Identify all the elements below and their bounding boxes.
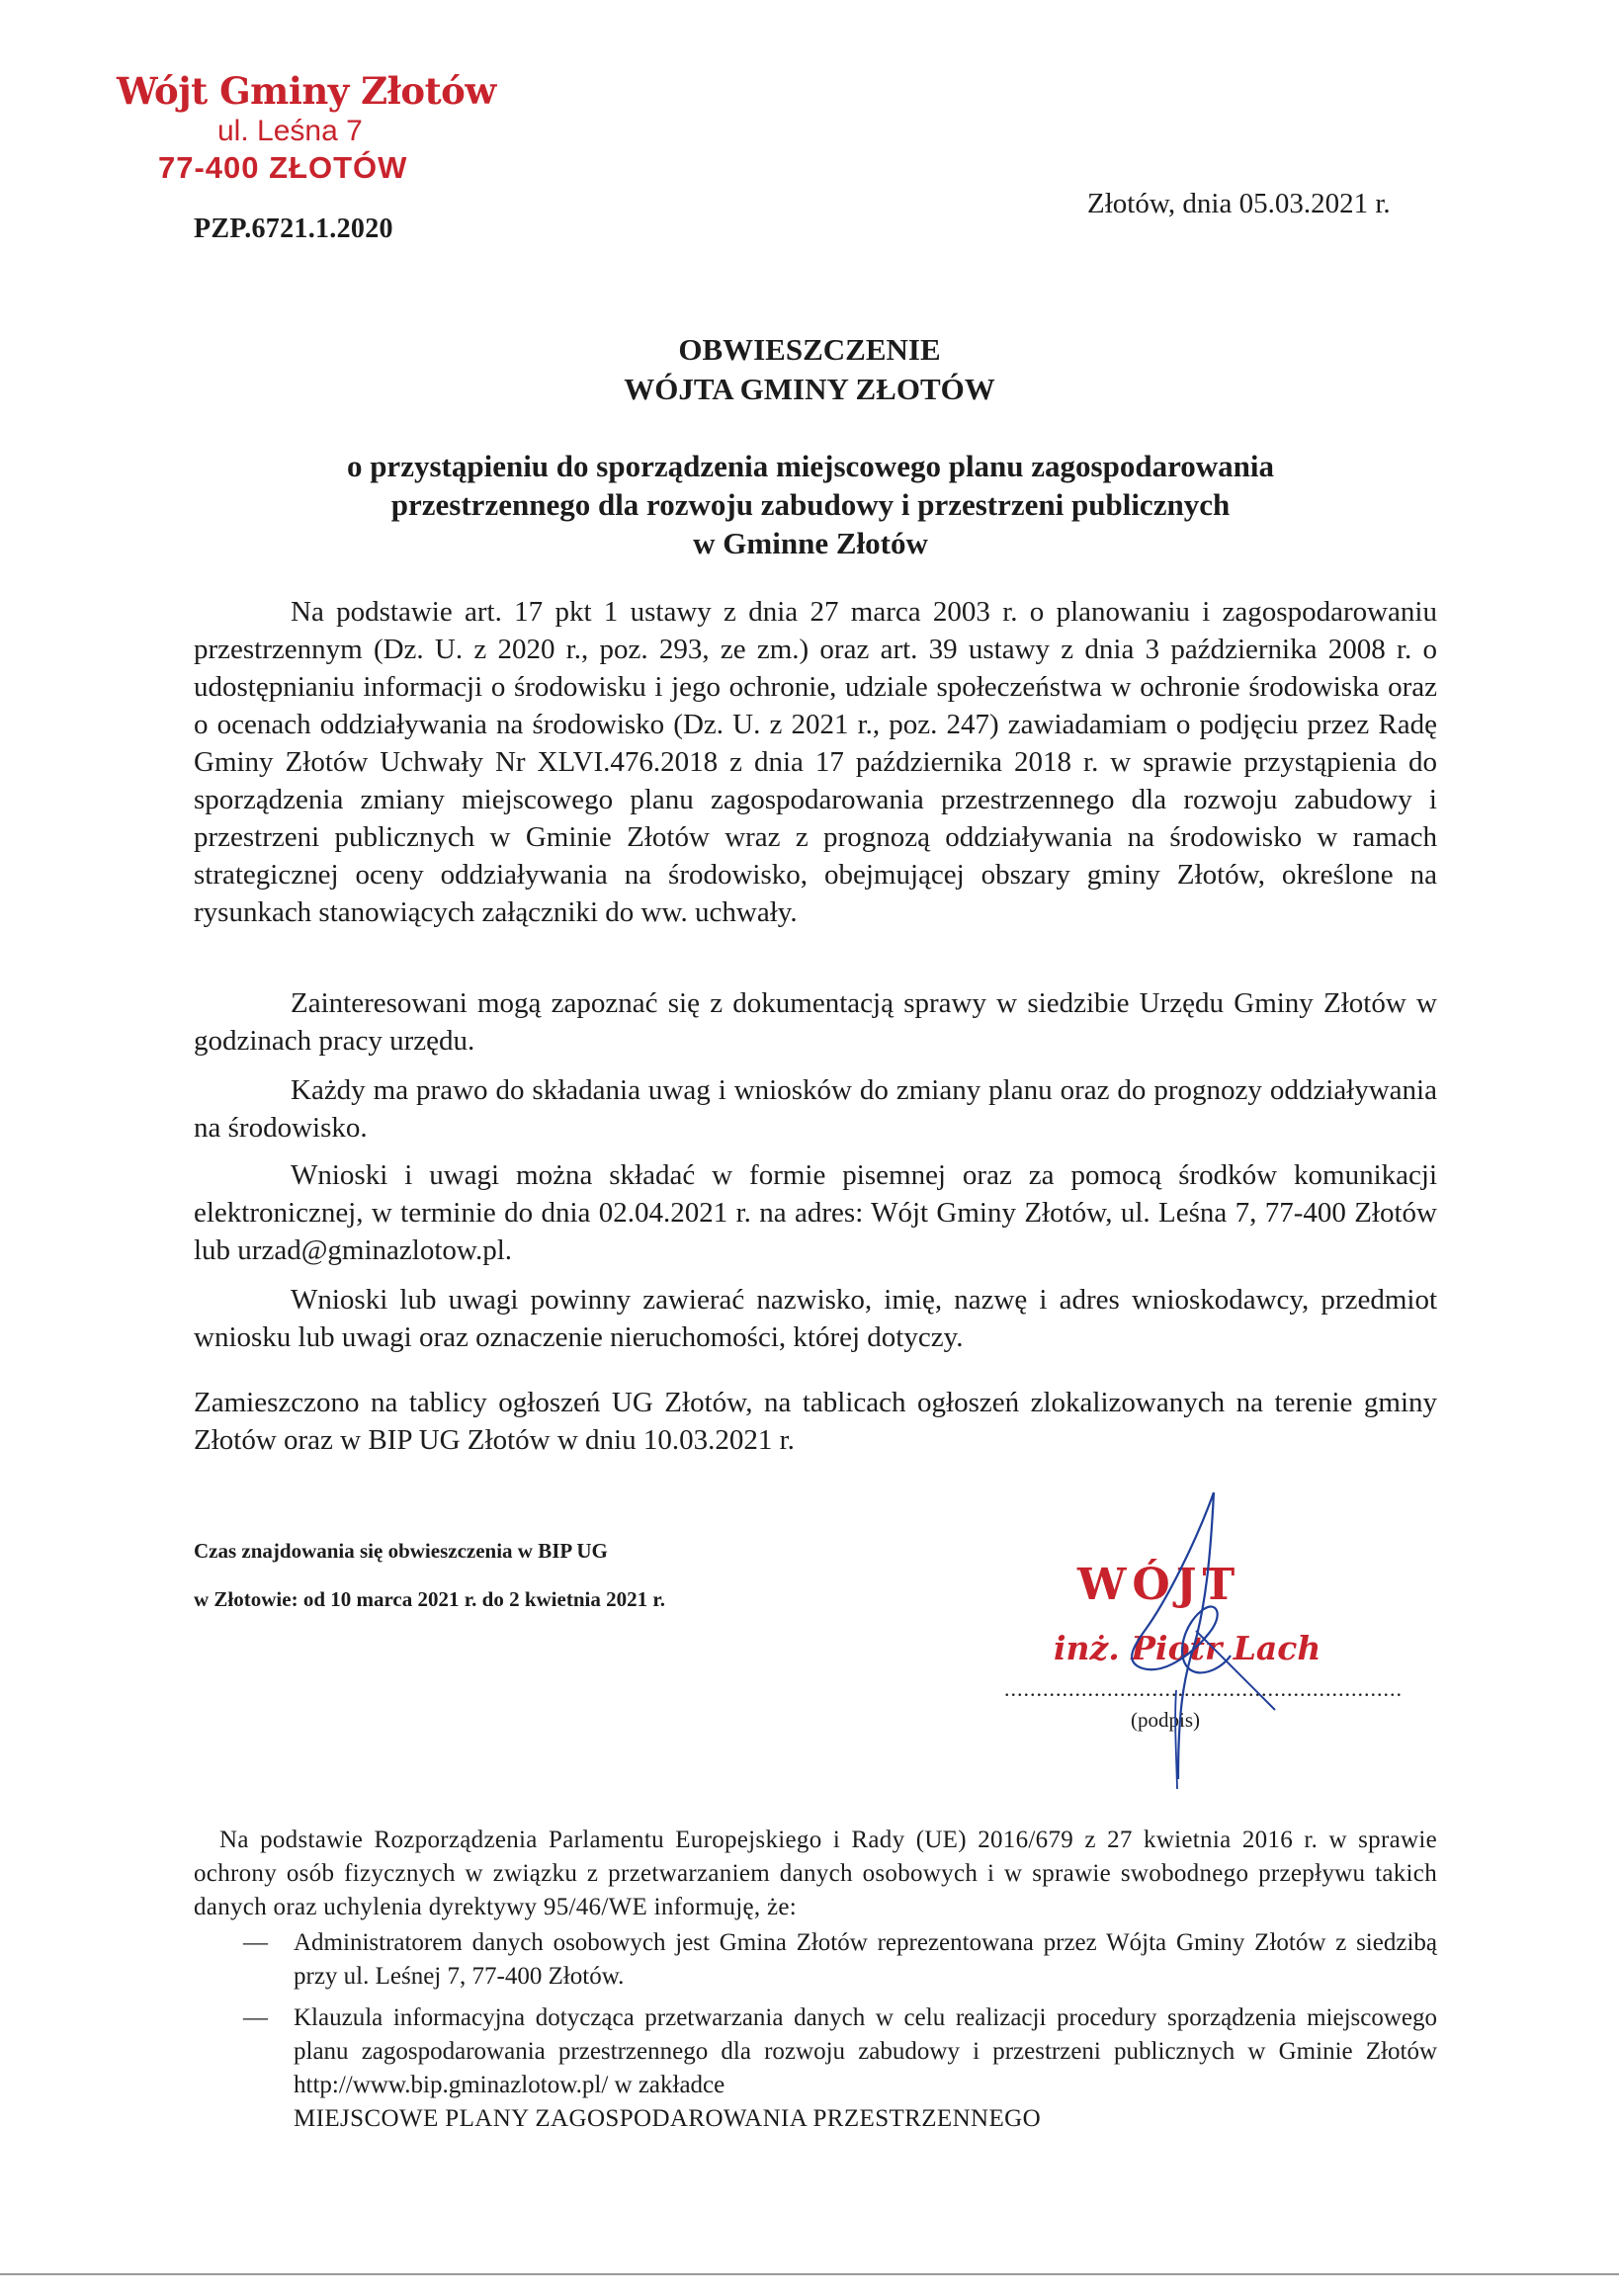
paragraph-submission: Wnioski i uwagi można składać w formie pisemnej oraz za pomocą środków komunikacji elektronicznej, w terminie do dnia 02.04.2021 r. na adres: Wójt Gminy Złotów, ul. Leśna 7, 77-400 Złotów lub urzad@gminazlotow.pl. — [194, 1159, 1437, 1266]
office-stamp — [109, 69, 504, 186]
dash-bullet: — — [243, 1929, 268, 1956]
data-protection-notice — [194, 1824, 1437, 2144]
gdpr-item-tab-name: MIEJSCOWE PLANY ZAGOSPODAROWANIA PRZESTRZENNEGO — [294, 2105, 1042, 2132]
list-item — [194, 2001, 1437, 2136]
reference-number: PZP.6721.1.2020 — [194, 213, 393, 244]
subject-line: w Gminne Złotów — [693, 526, 928, 560]
gdpr-item-text: Administratorem danych osobowych jest Gmina Złotów reprezentowana przez Wójta Gminy Złotów z siedzibą przy ul. Leśnej 7, 77-400 Złotów. — [294, 1929, 1437, 1990]
gdpr-list — [194, 1926, 1437, 2136]
signatory-role: WÓJT — [1077, 1560, 1241, 1610]
document-date: Złotów, dnia 05.03.2021 r. — [1087, 188, 1391, 219]
subject-line: o przystąpieniu do sporządzenia miejscowego planu zagospodarowania — [346, 449, 1275, 483]
paragraph-publication: Zamieszczono na tablicy ogłoszeń UG Złotów, na tablicach ogłoszeń zlokalizowanych na terenie gminy Złotów oraz w BIP UG Złotów w dniu 10.03.2021 r. — [194, 1387, 1437, 1456]
gdpr-item-text: Klauzula informacyjna dotycząca przetwarzania danych w celu realizacji procedury sporządzenia miejscowego planu zagospodarowania przestrzennego dla rozwoju zabudowy i przestrzeni publicznych w Gminie Złotów http://www.bip.gminazlotow.pl/ w zakładce — [294, 2004, 1437, 2098]
signature-line: .............................................................. — [1004, 1676, 1403, 1701]
signature-block — [1004, 1483, 1443, 1799]
scan-edge-line — [0, 2273, 1619, 2275]
publication-period-line: Czas znajdowania się obwieszczenia w BIP UG — [194, 1539, 608, 1563]
paragraph-documentation: Zainteresowani mogą zapoznać się z dokumentacją sprawy w siedzibie Urzędu Gminy Złotów w godzinach pracy urzędu. — [194, 987, 1437, 1057]
stamp-line-street: ul. Leśna 7 — [217, 115, 363, 147]
document-title-issuer: WÓJTA GMINY ZŁOTÓW — [624, 372, 995, 406]
dash-bullet: — — [243, 2004, 268, 2031]
document-title: OBWIESZCZENIE — [678, 332, 941, 367]
signature-caption: (podpis) — [1131, 1708, 1200, 1732]
subject-line: przestrzennego dla rozwoju zabudowy i przestrzeni publicznych — [390, 487, 1231, 522]
paragraph-rights: Każdy ma prawo do składania uwag i wniosków do zmiany planu oraz do prognozy oddziaływania na środowisko. — [194, 1074, 1437, 1144]
signatory-name: inż. Piotr Lach — [1054, 1629, 1321, 1667]
document-subject — [247, 447, 1374, 562]
paragraph-requirements: Wnioski lub uwagi powinny zawierać nazwisko, imię, nazwę i adres wnioskodawcy, przedmiot wniosku lub uwagi oraz oznaczenie nieruchomości, której dotyczy. — [194, 1284, 1437, 1353]
paragraph-legal-basis: Na podstawie art. 17 pkt 1 ustawy z dnia 27 marca 2003 r. o planowaniu i zagospodarowaniu przestrzennym (Dz. U. z 2020 r., poz. 293, ze zm.) oraz art. 39 ustawy z dnia 3 października 2008 r. o udostępnianiu informacji o środowisku i jego ochronie, udziale społeczeństwa w ochronie środowiska oraz o ocenach oddziaływania na środowisko (Dz. U. z 2021 r., poz. 247) zawiadamiam o podjęciu przez Radę Gminy Złotów Uchwały Nr XLVI.476.2018 z dnia 17 października 2018 r. w sprawie przystąpienia do sporządzenia zmiany miejscowego planu zagospodarowania przestrzennego dla rozwoju zabudowy i przestrzeni publicznych w Gminie Złotów wraz z prognozą oddziaływania na środowisko w ramach strategicznej oceny oddziaływania na środowisko, obejmującej obszary gminy Złotów, określone na rysunkach stanowiących załączniki do ww. uchwały. — [194, 596, 1437, 928]
gdpr-lead: Na podstawie Rozporządzenia Parlamentu Europejskiego i Rady (UE) 2016/679 z 27 kwietnia 2016 r. w sprawie ochrony osób fizycznych w związku z przetwarzaniem danych osobowych i w sprawie swobodnego przepływu takich danych oraz uchylenia dyrektywy 95/46/WE informuję, że: — [194, 1827, 1437, 1920]
handwritten-signature-icon — [1048, 1483, 1443, 1799]
list-item — [194, 1926, 1437, 1994]
stamp-line-city: 77-400 ZŁOTÓW — [158, 150, 408, 185]
publication-period — [194, 1527, 665, 1624]
stamp-line-office: Wójt Gminy Złotów — [117, 69, 496, 113]
publication-period-line: w Złotowie: od 10 marca 2021 r. do 2 kwietnia 2021 r. — [194, 1587, 665, 1611]
